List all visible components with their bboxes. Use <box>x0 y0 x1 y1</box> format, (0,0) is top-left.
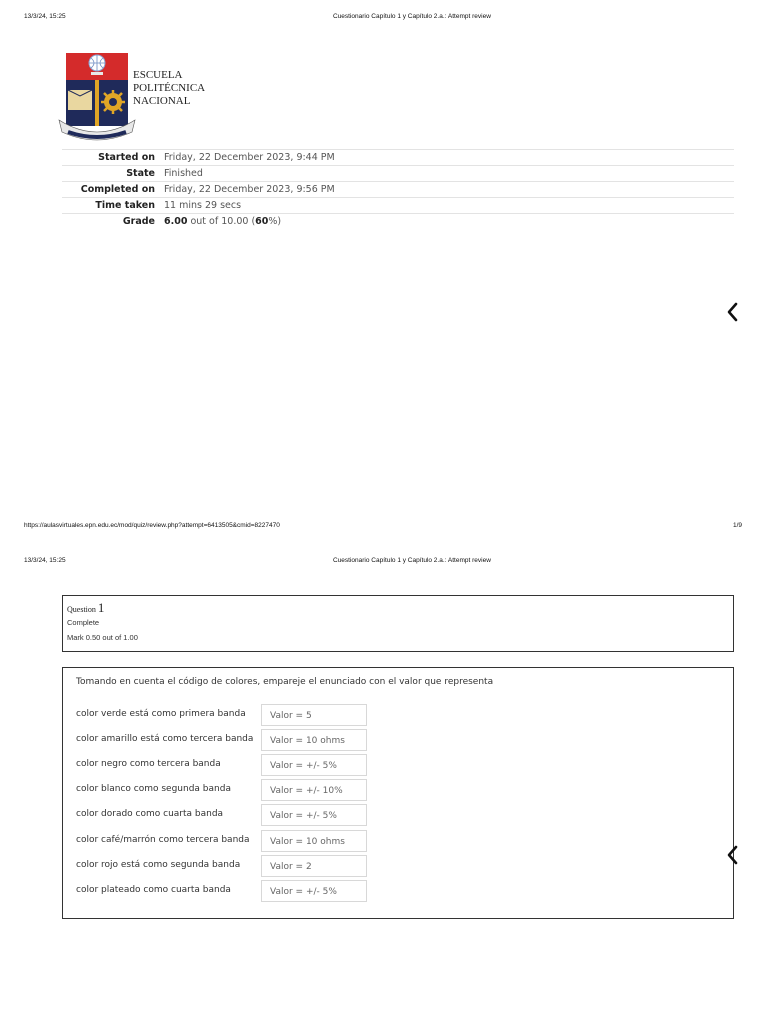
question-mark: Mark 0.50 out of 1.00 <box>67 633 138 642</box>
summary-row <box>62 198 734 214</box>
summary-value: Friday, 22 December 2023, 9:56 PM <box>164 182 734 198</box>
match-stem: color blanco como segunda banda <box>76 784 231 794</box>
match-row <box>76 754 376 779</box>
match-stem: color verde está como primera banda <box>76 709 246 719</box>
question-info-box <box>62 595 734 652</box>
match-stem: color rojo está como segunda banda <box>76 860 241 870</box>
summary-row <box>62 182 734 198</box>
match-answer-select[interactable]: Valor = +/- 5% <box>261 754 367 776</box>
chevron-left-icon <box>722 292 744 332</box>
summary-row <box>62 166 734 182</box>
logo-wordmark: ESCUELA POLITÉCNICA NACIONAL <box>133 69 206 107</box>
grade-label: Grade <box>62 214 164 230</box>
match-row <box>76 804 376 829</box>
summary-row-grade <box>62 214 734 230</box>
match-stem: color amarillo está como tercera banda <box>76 734 254 744</box>
match-answer-select[interactable]: Valor = 5 <box>261 704 367 726</box>
match-stem: color café/marrón como tercera banda <box>76 835 250 845</box>
question-state: Complete <box>67 618 100 627</box>
match-row <box>76 704 376 729</box>
print-title: Cuestionario Capítulo 1 y Capítulo 2.a.: Attempt review <box>333 557 491 564</box>
match-answer-select[interactable]: Valor = 10 ohms <box>261 729 367 751</box>
match-row <box>76 855 376 880</box>
drawer-toggle-button[interactable] <box>722 292 744 332</box>
summary-value: Friday, 22 December 2023, 9:44 PM <box>164 150 734 166</box>
summary-value: Finished <box>164 166 734 182</box>
drawer-toggle-button[interactable] <box>722 835 744 875</box>
match-stem: color dorado como cuarta banda <box>76 809 224 819</box>
print-timestamp: 13/3/24, 15:25 <box>24 557 66 564</box>
match-answer-select[interactable]: Valor = 10 ohms <box>261 830 367 852</box>
grade-score: 6.00 <box>164 216 188 227</box>
match-stem: color negro como tercera banda <box>76 759 221 769</box>
match-row <box>76 729 376 754</box>
attempt-summary-table <box>62 149 734 229</box>
question-text: Tomando en cuenta el código de colores, empareje el enunciado con el valor que representa <box>76 677 494 687</box>
print-url: https://aulasvirtuales.epn.edu.ec/mod/quiz/review.php?attempt=6413505&cmid=8227470 <box>24 522 280 529</box>
grade-percent: 60 <box>255 216 269 227</box>
print-title: Cuestionario Capítulo 1 y Capítulo 2.a.: Attempt review <box>333 13 491 20</box>
chevron-left-icon <box>722 835 744 875</box>
grade-value <box>164 214 734 230</box>
match-row <box>76 779 376 804</box>
grade-out-of: out of 10.00 ( <box>187 216 256 227</box>
print-page-number: 1/9 <box>733 522 743 529</box>
match-answer-select[interactable]: Valor = +/- 10% <box>261 779 367 801</box>
match-row <box>76 830 376 855</box>
print-timestamp: 13/3/24, 15:25 <box>24 13 66 20</box>
match-answer-select[interactable]: Valor = 2 <box>261 855 367 877</box>
summary-label: Completed on <box>62 182 164 198</box>
question-number: Question 1 <box>67 600 105 615</box>
match-row <box>76 880 376 905</box>
match-stem: color plateado como cuarta banda <box>76 885 231 895</box>
summary-label: Time taken <box>62 198 164 214</box>
summary-value: 11 mins 29 secs <box>164 198 734 214</box>
question-content-box <box>62 667 734 919</box>
summary-label: Started on <box>62 150 164 166</box>
summary-label: State <box>62 166 164 182</box>
match-answer-select[interactable]: Valor = +/- 5% <box>261 804 367 826</box>
summary-row <box>62 150 734 166</box>
match-answer-select[interactable]: Valor = +/- 5% <box>261 880 367 902</box>
grade-pct-suffix: %) <box>268 216 282 227</box>
